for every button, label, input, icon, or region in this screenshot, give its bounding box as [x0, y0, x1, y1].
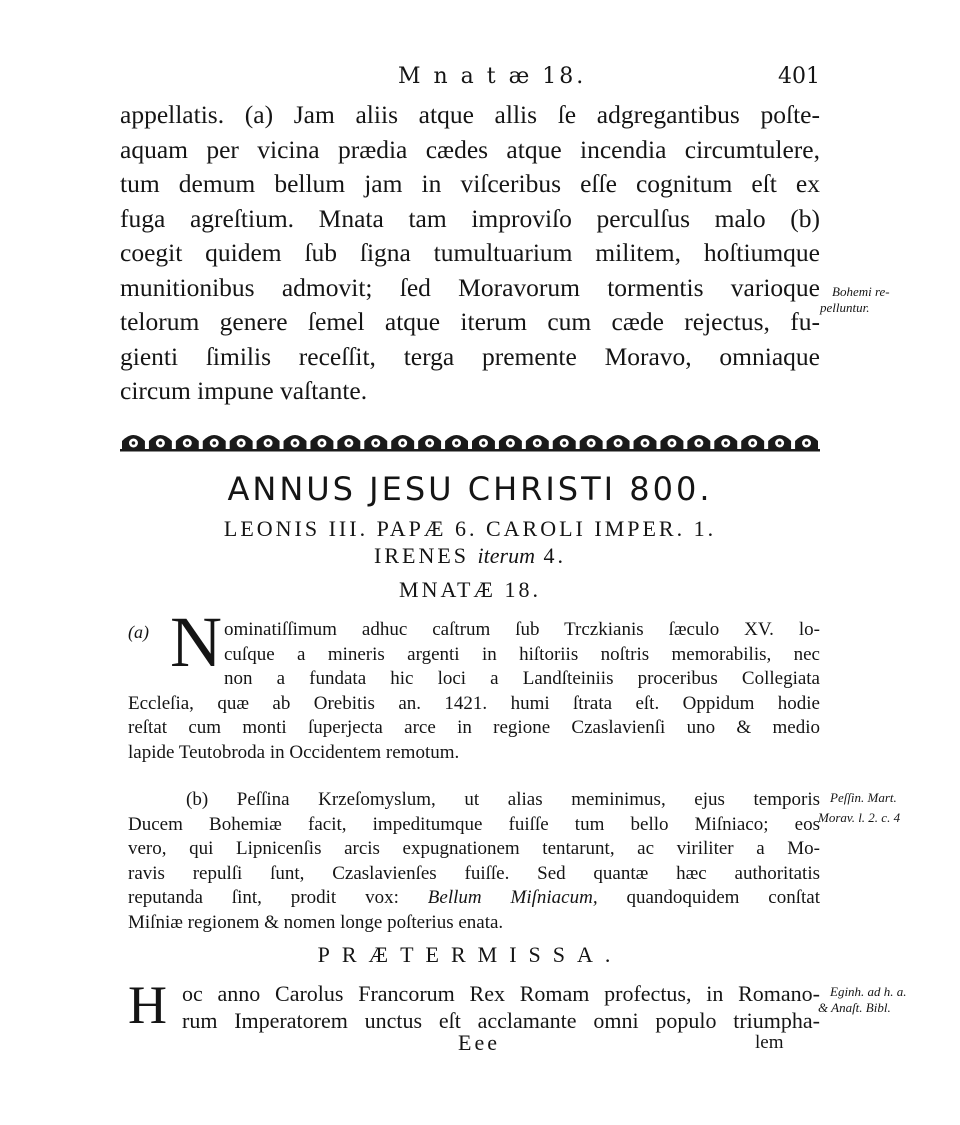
- text-line: coegit quidem ſub ſigna tumultuarium militem, hoſtiumque: [120, 238, 820, 267]
- note-line: lapide Teutobroda in Occidentem remotum.: [128, 741, 460, 763]
- margin-note-bohemi: [820, 284, 890, 316]
- text-line: tum demum bellum jam in viſceribus eſſe cognitum eſt ex: [120, 169, 820, 198]
- regnal-line-irene: [120, 543, 820, 569]
- ornament-dot: [509, 441, 513, 445]
- text-line: telorum genere ſemel atque iterum cum cæde rejectus, fu-: [120, 307, 820, 336]
- ornament-dot: [616, 441, 620, 445]
- text-line: rum Imperatorem unctus eſt acclamante omni populo triumpha-: [182, 1008, 820, 1033]
- note-line: vero, qui Lipnicenſis arcis expugnationem tentarunt, ac viriliter a Mo-: [128, 838, 820, 859]
- note-line: reſtat cum monti ſuperjecta arce in regione Czaslavienſi uno & medio: [128, 717, 820, 738]
- ornament-dot: [643, 441, 647, 445]
- ornament-dot: [132, 441, 136, 445]
- ornament-pattern: [120, 435, 820, 452]
- margin-note-eginh: [818, 984, 907, 1016]
- ornament-dot: [751, 441, 755, 445]
- margin-note-line: Eginh. ad h. a.: [830, 984, 907, 999]
- footnote-b: [128, 788, 820, 935]
- praetermissa-heading: PRÆTERMISSA.: [317, 942, 623, 967]
- margin-note-line: Morav. l. 2. c. 4: [818, 810, 901, 825]
- ornament-dot: [239, 441, 243, 445]
- ornament-dot: [778, 441, 782, 445]
- footnote-a: [128, 618, 820, 765]
- running-title: M n a t æ 18.: [398, 64, 587, 89]
- note-line: non a fundata hic loci a Landſteiniis proceribus Collegiata: [224, 668, 820, 689]
- note-b-text: quandoquidem conſtat: [626, 887, 821, 908]
- margin-note-line: pelluntur.: [820, 300, 870, 315]
- regnal-irene-iterum: iterum: [477, 543, 535, 568]
- ornament-dot: [455, 441, 459, 445]
- ornament-dot: [536, 441, 540, 445]
- main-paragraph: [120, 98, 820, 409]
- ornament-dot: [805, 441, 809, 445]
- margin-note-line: & Anaſt. Bibl.: [818, 1000, 891, 1015]
- signature-mark: Eee: [458, 1030, 500, 1055]
- text-line: oc anno Carolus Francorum Rex Romam profectus, in Romano-: [182, 981, 820, 1006]
- note-b-italic-bellum: Bellum Miſniacum,: [427, 887, 598, 908]
- year-heading: ANNUS JESU CHRISTI 800.: [227, 470, 713, 508]
- drop-capital-h: H: [128, 975, 167, 1035]
- text-line: munitionibus admovit; ſed Moravorum tormentis varioque: [120, 272, 820, 302]
- regnal-line-leo-caroli: LEONIS III. PAPÆ 6. CAROLI IMPER. 1.: [223, 516, 717, 541]
- ornament-dot: [212, 441, 216, 445]
- ornament-dot: [697, 441, 701, 445]
- ornament-dot: [589, 441, 593, 445]
- note-line: [128, 886, 820, 911]
- catchword: lem: [755, 1032, 784, 1053]
- note-line: Eccleſia, quæ ab Orebitis an. 1421. humi ſtrata eſt. Oppidum hodie: [128, 692, 820, 714]
- note-b-text: reputanda ſint, prodit vox:: [128, 887, 399, 908]
- ornament-dot: [670, 441, 674, 445]
- text-line: gienti ſimilis receſſit, terga premente Moravo, omniaque: [120, 341, 820, 371]
- ornament-dot: [482, 441, 486, 445]
- margin-note-line: Peſſin. Mart.: [830, 790, 897, 805]
- regnal-irene-name: IRENES: [374, 543, 470, 568]
- note-line: Miſniæ regionem & nomen longe poſterius enata.: [128, 911, 504, 933]
- note-line: ravis repulſi ſunt, Czaslavienſes fuiſſe. Sed quantæ hæc authoritatis: [128, 862, 820, 884]
- page-number: 401: [778, 64, 820, 89]
- footnote-a-marker: (a): [128, 622, 149, 642]
- text-line: aquam per vicina prædia cædes atque incendia circumtulere,: [120, 134, 820, 164]
- note-line: cuſque a mineris argenti in hiſtoriis noſtris memorabilis, nec: [224, 643, 820, 665]
- closing-paragraph: [182, 980, 820, 1034]
- ornament-dot: [347, 441, 351, 445]
- text-line: circum impune vaſtante.: [120, 376, 368, 405]
- text-line: appellatis. (a) Jam aliis atque allis ſe adgregantibus poſte-: [120, 100, 820, 129]
- note-line: Ducem Bohemiæ facit, impeditumque fuiſſe tum bello Miſniaco; eos: [128, 813, 820, 835]
- ornament-dot: [401, 441, 405, 445]
- ornament-dot: [186, 441, 190, 445]
- ornament-baseline: [120, 449, 820, 452]
- drop-capital-n: N: [170, 602, 222, 682]
- margin-note-pessina: [818, 790, 901, 826]
- regnal-irene-year: 4.: [543, 543, 566, 568]
- note-line: (b) Peſſina Krzeſomyslum, ut alias meminimus, ejus temporis: [186, 789, 820, 810]
- running-head: [120, 64, 820, 94]
- regnal-line-mnata: MNATÆ 18.: [399, 577, 541, 602]
- ornament-dot: [266, 441, 270, 445]
- ornament-dot: [374, 441, 378, 445]
- ornament-dot: [724, 441, 728, 445]
- text-line: fuga agreſtium. Mnata tam improviſo perculſus malo (b): [120, 203, 820, 233]
- ornament-dot: [428, 441, 432, 445]
- ornament-band: [120, 430, 820, 452]
- ornament-dot: [159, 441, 163, 445]
- ornament-dot: [293, 441, 297, 445]
- ornament-dot: [562, 441, 566, 445]
- note-line: ominatiſſimum adhuc caſtrum ſub Trczkianis ſæculo XV. lo-: [224, 619, 820, 640]
- ornament-dot: [320, 441, 324, 445]
- margin-note-line: Bohemi re-: [832, 284, 890, 299]
